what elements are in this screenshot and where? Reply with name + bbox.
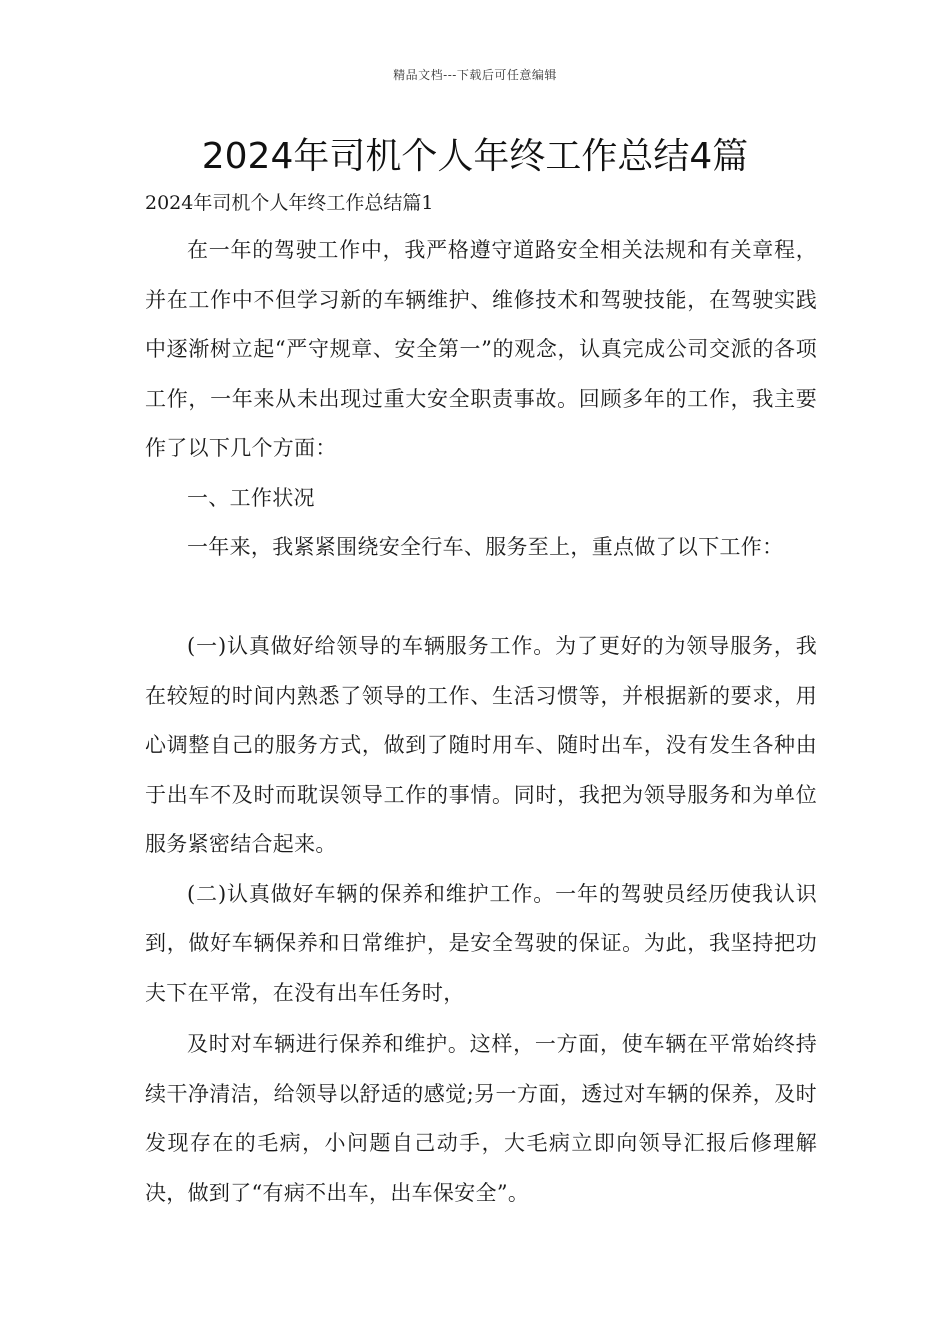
paragraph: 一年来，我紧紧围绕安全行车、服务至上，重点做了以下工作： — [187, 535, 784, 559]
section-heading: 一、工作状况 — [187, 485, 315, 510]
section-subtitle: 2024年司机个人年终工作总结篇1 — [145, 192, 434, 214]
body-section-2 — [145, 622, 817, 1018]
header-note: 精品文档---下载后可任意编辑 — [393, 68, 557, 82]
document-title: 2024年司机个人年终工作总结4篇 — [201, 136, 749, 177]
paragraph: (一)认真做好给领导的车辆服务工作。为了更好的为领导服务，我在较短的时间内熟悉了领导的工作、生活习惯等，并根据新的要求，用心调整自己的服务方式，做到了随时用车、随时出车，没有发生各种由于出车不及时而耽误领导工作的事情。同时，我把为领导服务和为单位服务紧密结合起来。 — [145, 634, 817, 856]
paragraph: (二)认真做好车辆的保养和维护工作。一年的驾驶员经历使我认识到，做好车辆保养和日常维护，是安全驾驶的保证。为此，我坚持把功夫下在平常，在没有出车任务时， — [145, 881, 817, 1005]
paragraph: 在一年的驾驶工作中，我严格遵守道路安全相关法规和有关章程，并在工作中不但学习新的车辆维护、维修技术和驾驶技能，在驾驶实践中逐渐树立起“严守规章、安全第一”的观念，认真完成公司交派的各项工作，一年来从未出现过重大安全职责事故。回顾多年的工作，我主要作了以下几个方面： — [145, 238, 817, 460]
paragraph: 及时对车辆进行保养和维护。这样，一方面，使车辆在平常始终持续干净清洁，给领导以舒适的感觉;另一方面，透过对车辆的保养，及时发现存在的毛病，小问题自己动手，大毛病立即向领导汇报后修理解决，做到了“有病不出车，出车保安全”。 — [145, 1032, 817, 1205]
body-section-3 — [145, 1020, 817, 1218]
body-section-1 — [145, 226, 817, 573]
